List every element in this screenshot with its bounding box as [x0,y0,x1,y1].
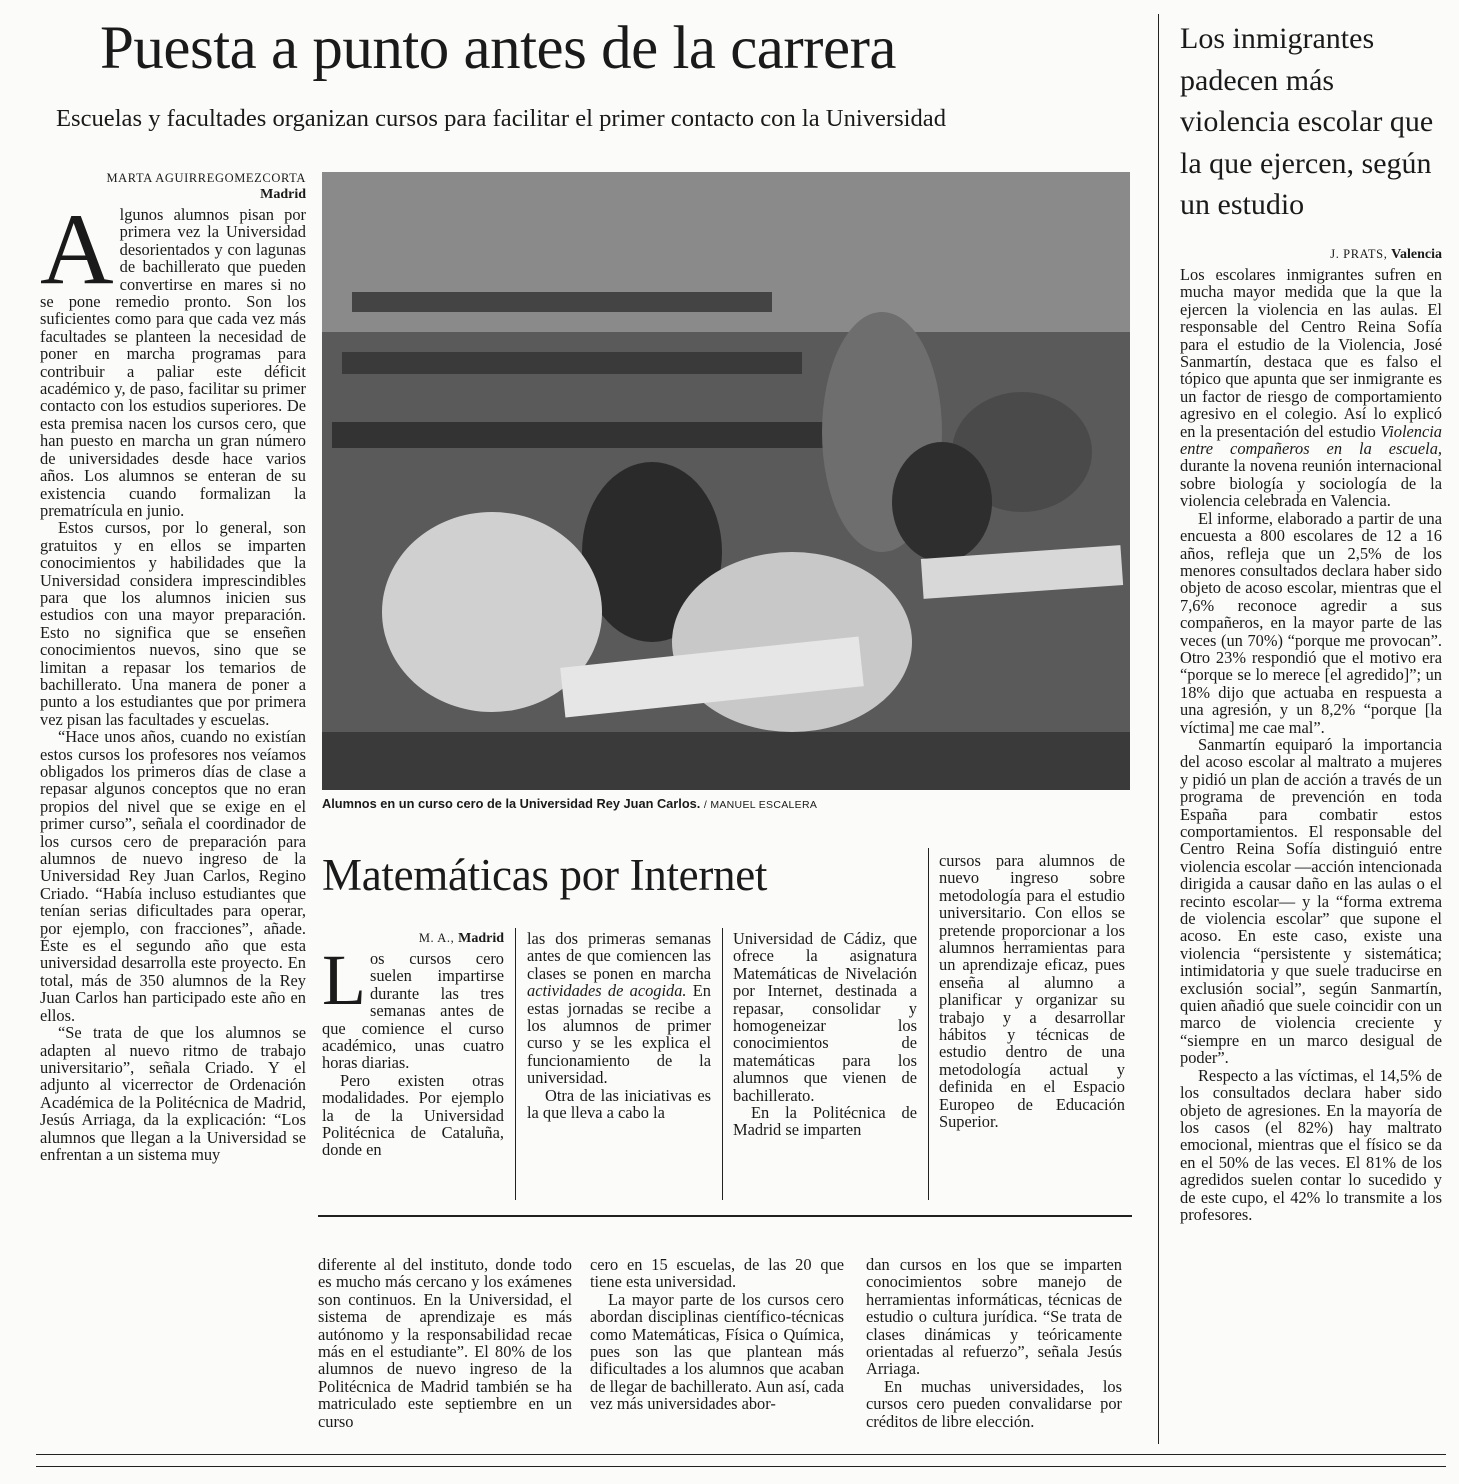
page-bottom-rule [36,1454,1446,1455]
location: Valencia [1391,247,1442,262]
paragraph: Otra de las iniciativas es la que lleva a cabo la [527,1085,711,1123]
location: Madrid [458,931,504,946]
photo-caption [322,796,1130,813]
page-bottom-rule [36,1466,1446,1467]
location: Madrid [260,187,306,202]
paragraph: En la Politécnica de Madrid se imparten [733,1103,917,1140]
caption-text: Alumnos en un curso cero de la Universidad Rey Juan Carlos. [322,796,701,811]
dropcap: L [322,940,366,1020]
box-column-1 [322,940,504,1160]
side-column [1180,266,1442,1223]
paragraph: Estos cursos, por lo general, son gratuitos y en ellos se imparten conocimientos y habilidades que la Universidad considera imprescindibles para que los alumnos inicien sus estudios con una mayor preparación. Esto no significa que se enseñen conocimientos nuevos, sino que se limitan a repasar los temarios de bachillerato. Una manera de poner a punto a los estudiantes que por primera vez pisan las facultades y escuelas. [40,518,306,729]
lead-paragraph: lgunos alumnos pisan por primera vez la Universidad desorientados y con lagunas de bachillerato que pueden convertirse en mares si no se pone remedio pronto. Son los suficientes como para que cada vez más facultades se planteen la necesidad de poner en marcha programas para contribuir a paliar este déficit académico y, de paso, facilitar su primer contacto con los estudios superiores. De esta premisa nacen los cursos cero, que han puesto en marcha un gran número de universidades desde hace varios años. Los alumnos se enteran de su existencia cuando formalizan la prematrícula en junio. [40,205,306,520]
photo-credit: / MANUEL ESCALERA [703,799,818,811]
main-column-2 [318,1256,572,1430]
paragraph: En muchas universidades, los cursos cero pueden convalidarse por créditos de libre elección. [866,1376,1122,1431]
column-divider [722,928,723,1200]
paragraph: El informe, elaborado a partir de una encuesta a 800 escolares de 12 a 16 años, refleja que un 2,5% de los menores consultados declara haber sido objeto de acoso escolar, mientras que el 7,6% reconoce agredir a sus compañeros, en la mayor parte de las veces (un 70%) “porque me provocan”. Otro 23% respondió que el motivo era “porque se lo merece [el agredido]”; un 18% dijo que actuaba en respuesta a una agresión, y un 8,2% “porque [la víctima] me cae mal”. [1180,508,1442,737]
main-column-1 [40,193,306,1164]
paragraph: cursos para alumnos de nuevo ingreso sobre metodología para el estudio universitario. Con ellos se pretende proporcionar a los alumnos herramientas para un aprendizaje eficaz, pues enseña al alumno a planificar y organizar su trabajo y a desarrollar hábitos y técnicas de estudio dentro de una metodología actual y definida en el Espacio Europeo de Educación Superior. [939,851,1125,1132]
paragraph: Universidad de Cádiz, que ofrece la asignatura Matemáticas de Nivelación por Internet, destinada a repasar, consolidar y homogeneizar los conocimientos de matemáticas para los alumnos que vienen de bachillerato. [733,929,917,1105]
paragraph: Respecto a las víctimas, el 14,5% de los consultados declara haber sido objeto de agresiones. En la mayoría de los casos (el 82%) hay maltrato emocional, mientras que el físico se da en el 50% de las veces. El 81% de los agredidos suelen contar lo sucedido y de este cupo, el 42% lo transmite a los profesores. [1180,1065,1442,1224]
paragraph: cero en 15 escuelas, de las 20 que tiene esta universidad. [590,1255,844,1292]
paragraph: “Hace unos años, cuando no existían estos cursos los profesores nos veíamos obligados los primeros días de clase a repasar algunos conceptos que no eran propios del nivel que se exige en el primer curso”, señala el coordinador de los cursos cero de preparación para alumnos de nuevo ingreso de la Universidad Rey Juan Carlos, Regino Criado. “Había incluso estudiantes que tenían serias dificultades para operar, por ejemplo, con fracciones”, añade. Éste es el segundo año que esta universidad desarrolla este proyecto. En total, más de 350 alumnos de la Rey Juan Carlos han participado este año en ellos. [40,727,306,1025]
photo-illustration [322,172,1130,790]
box-column-2 [527,930,711,1121]
column-divider [928,848,929,1200]
main-column-4 [866,1256,1122,1430]
subheadline: Escuelas y facultades organizan cursos para facilitar el primer contacto con la Universidad [56,105,947,132]
paragraph: diferente al del instituto, donde todo es mucho más cercano y los exámenes son continuos. En la Universidad, el sistema de aprendizaje es más autónomo y la responsabilidad recae más en el estudiante”. El 80% de los alumnos de nuevo ingreso de la Politécnica de Madrid también se ha matriculado este septiembre en un curso [318,1255,572,1431]
dropcap: A [40,193,114,306]
paragraph: “Se trata de que los alumnos se adapten al nuevo ritmo de trabajo universitario”, señala Criado. Y el adjunto al vicerrector de Ordenación Académica de la Politécnica de Madrid, Jesús Arriaga, da la explicación: “Los alumnos que llegan a la Universidad se enfrentan a un sistema muy [40,1023,306,1164]
paragraph: Sanmartín equiparó la importancia del acoso escolar al maltrato a mujeres y pidió un plan de acción a través de un programa de prevención en toda España para combatir estos comportamientos. El responsable del Centro Reina Sofía distinguió entre violencia escolar —acción intencionada dirigida a causar daño en las aulas o el recinto escolar— y la “forma extrema de violencia escolar” que supone el acoso. En este caso, existe una violencia “persistente y sistemática; intimidatoria y que suele traducirse en exclusión social”, según Sanmartín, quien añadió que suele coincidir con un marco de violencia creciente y “siempre en un marco desigual de poder”. [1180,734,1442,1068]
classroom-photo [322,172,1130,790]
box-title: Matemáticas por Internet [322,850,768,900]
author: MARTA AGUIRREGOMEZCORTA [106,171,306,185]
box-column-3 [733,930,917,1139]
box-bottom-rule [318,1215,1132,1217]
paragraph: dan cursos en los que se imparten conocimientos sobre manejo de herramientas informáticas, técnicas de estudio o cultura jurídica. “Se trata de clases dinámicas y teóricamente orientadas al refuerzo”, señala Jesús Arriaga. [866,1255,1122,1379]
main-column-3 [590,1256,844,1413]
paragraph: Los escolares inmigrantes sufren en mucha mayor medida que la que la ejercen la violencia en las aulas. El responsable del Centro Reina Sofía para el estudio de la Violencia, José Sanmartín, destaca que es falso el tópico que apunta que ser inmigrante es un factor de riesgo de comportamiento agresivo en el colegio. Así lo explicó en la presentación del estudio Violencia entre compañeros en la escuela, durante la novena reunión internacional sobre biología y sociología de la violencia celebrada en Valencia. [1180,265,1442,511]
paragraph: La mayor parte de los cursos cero abordan disciplinas científico-técnicas como Matemáticas, Física o Química, pues son las que plantean más dificultades a los alumnos que acaban de llegar de bachillerato. Aun así, cada vez más universidades abor- [590,1289,844,1414]
paragraph: os cursos cero suelen impartirse durante las tres semanas antes de que comience el curso académico, unas cuatro horas diarias. [322,949,504,1073]
author: M. A., [418,931,455,945]
section-divider [1158,14,1159,1444]
paragraph: las dos primeras semanas antes de que comiencen las clases se ponen en marcha actividades de acogida. En estas jornadas se recibe a los alumnos de primer curso y se les explica el funcionamiento de la universidad. [527,929,711,1088]
headline: Puesta a punto antes de la carrera [100,15,896,82]
box-column-4 [939,852,1125,1131]
paragraph: Pero existen otras modalidades. Por ejemplo la de la Universidad Politécnica de Cataluña, donde en [322,1070,504,1160]
side-headline: Los inmigrantes padecen más violencia escolar que la que ejercen, según un estudio [1180,22,1434,221]
side-byline [1180,246,1442,263]
column-divider [515,928,516,1200]
author: J. PRATS, [1330,247,1388,261]
